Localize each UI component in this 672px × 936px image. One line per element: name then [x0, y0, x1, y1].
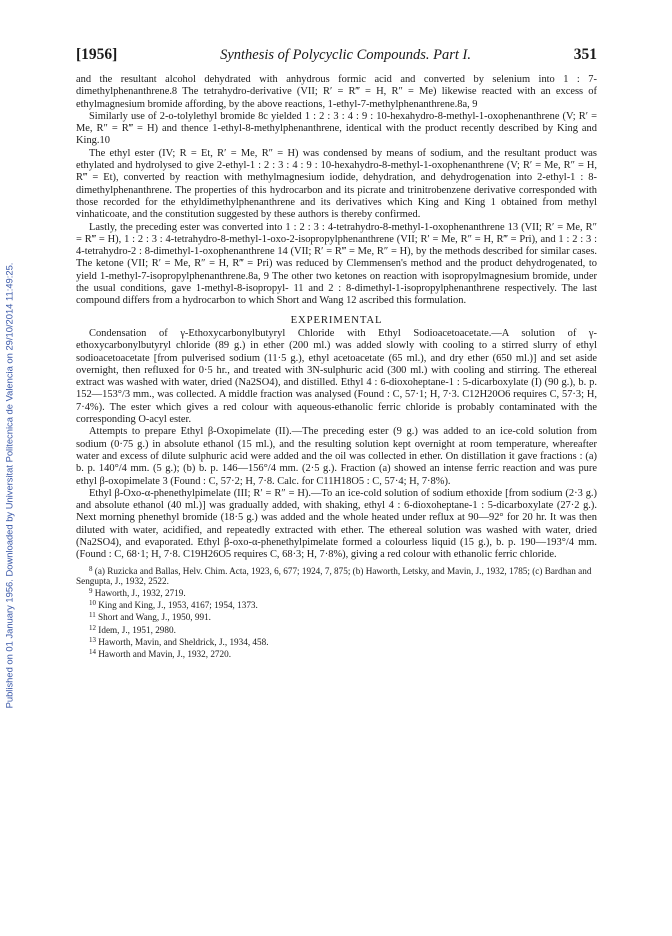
- journal-page: [76, 46, 597, 659]
- paragraph: The ethyl ester (IV; R = Et, R′ = Me, R″ = H) was condensed by means of sodium, and the resultant product was ethylated and hydrolysed to give 2-ethyl-1 : 2 : 3 : 4 : 9 : 10-hexahydro-8-methyl-1-oxophenanthrene (V; R′ = Me, R″ = H, R‴ = Et), converted by reaction with methylmagnesium iodide, dehydration, and dehydrogenation into 2-ethyl-1 : 8-dimethylphenanthrene. The properties of this hydrocarbon and its picrate and trinitrobenzene derivative corresponded with those recorded for the ethyldimethylphenanthrene and its derivatives which King and King 1 obtained from methyl vinhaticoate, and the constitution suggested by these authors is thereby confirmed.: [76, 147, 597, 221]
- footnote-text: Haworth, J., 1932, 2719.: [94, 587, 186, 598]
- footnote-text: Short and Wang, J., 1950, 991.: [98, 612, 211, 623]
- paragraph: Similarly use of 2-o-tolylethyl bromide 8c yielded 1 : 2 : 3 : 4 : 9 : 10-hexahydro-8-methyl-1-oxophenanthrene (V; R′ = Me, R″ = R‴ = H) and thence 1-ethyl-8-methylphenanthrene, identical with the product recently described by King and King.10: [76, 110, 597, 147]
- footnote-number: 9: [89, 586, 93, 595]
- header-year: [1956]: [76, 46, 118, 63]
- paragraph: and the resultant alcohol dehydrated with anhydrous formic acid and converted by selenium into 1 : 7-dimethylphenanthrene.8 The tetrahydro-derivative (VII; R′ = R‴ = H, R″ = Me) likewise reacted with an excess of ethylmagnesium bromide affording, by the above reactions, 1-ethyl-7-methylphenanthrene.8a, 9: [76, 74, 597, 110]
- footnote-text: Haworth, Mavin, and Sheldrick, J., 1934, 458.: [98, 636, 269, 647]
- footnote: [76, 647, 597, 659]
- footnote: [76, 610, 597, 622]
- footnote-number: 11: [89, 611, 96, 620]
- running-header: [76, 46, 597, 74]
- paragraph: Lastly, the preceding ester was converted into 1 : 2 : 3 : 4-tetrahydro-8-methyl-1-oxophenanthrene 13 (VII; R′ = Me, R″ = R‴ = H), 1 : 2 : 3 : 4-tetrahydro-8-methyl-1-oxo-2-isopropylphenanthrene (VII; R′ = Me, R″ = H, R‴ = Pri), and 1 : 2 : 3 : 4-tetrahydro-2 : 8-dimethyl-1-oxophenanthrene 14 (VII; R′ = R‴ = Me, R″ = H), by the methods described for similar cases. The ketone (VII; R′ = Me, R″ = H, R‴ = Pri) was reduced by Clemmensen's method and the product dehydrogenated, to yield 1-methyl-7-isopropylphenanthrene.8a, 9 The other two ketones on reaction with isopropylmagnesium bromide, under the usual conditions, gave 1-methyl-8-isopropyl- 11 and 2 : 8-dimethyl-1-isopropylphenanthrene respectively. The last compound differs from a hydrocarbon to which Short and Wang 12 ascribed this formulation.: [76, 221, 597, 307]
- footnote-number: 12: [89, 623, 96, 632]
- footnote: [76, 623, 597, 635]
- experimental-paragraph: Attempts to prepare Ethyl β-Oxopimelate (II).—The preceding ester (9 g.) was added to an ice-cold solution from sodium (0·75 g.) in absolute ethanol (15 ml.), and the resulting solution kept overnight at room temperature, whereafter water and excess of dilute sulphuric acid were added and the oil was collected in ether. On distillation it gave fractions : (a) b. p. 140°/4 mm. (5 g.); (b) b. p. 146—156°/4 mm. (2·5 g.). Fraction (a) showed an intense ferric reaction and was pure ethyl β-oxopimelate 3 (Found : C, 57·2; H, 7·8. Calc. for C11H18O5 : C, 57·4; H, 7·8%).: [76, 426, 597, 487]
- footnote-number: 8: [89, 564, 93, 573]
- article-body: [76, 74, 597, 562]
- footnote: [76, 635, 597, 647]
- experimental-paragraph: Condensation of γ-Ethoxycarbonylbutyryl Chloride with Ethyl Sodioacetoacetate.—A solution of γ-ethoxycarbonylbutyryl chloride (89 g.) in ether (200 ml.) was added slowly with cooling to a stirred slurry of ethyl sodioacetoacetate [from pulverised sodium (11·5 g.), ethyl acetoacetate (65 ml.), and dry ether (650 ml.)] and set aside overnight, then refluxed for 0·5 hr., and treated with 3N-sulphuric acid (300 ml.) with cooling and stirring. The ethereal extract was washed with water, dried (Na2SO4), and distilled. Ethyl 4 : 6-dioxoheptane-1 : 5-dicarboxylate (I) (90 g.), b. p. 152—153°/3 mm., was collected. A middle fraction was analysed (Found : C, 57·1; H, 7·3. C12H20O6 requires C, 57·3; H, 7·4%). The ester which gives a red colour with aqueous-ethanolic ferric chloride is probably contaminated with the corresponding O-acyl ester.: [76, 327, 597, 426]
- header-title: Synthesis of Polycyclic Compounds. Part I.: [220, 47, 471, 63]
- experimental-paragraph: Ethyl β-Oxo-α-phenethylpimelate (III; R′ = R″ = H).—To an ice-cold solution of sodium ethoxide [from sodium (2·3 g.) and absolute ethanol (40 ml.)] was gradually added, with shaking, ethyl 4 : 6-dioxoheptane-1 : 5-dicarboxylate (27·2 g.). Next morning phenethyl bromide (18·5 g.) was added and the whole heated under reflux at 90—92° for 20 hr. It was then diluted with water, acidified, and repeatedly extracted with ether. The ethereal solution was washed with water, dried (Na2SO4), and evaporated. Ethyl β-oxo-α-phenethylpimelate formed a colourless liquid (15 g.), b. p. 190—193°/4 mm. (Found : C, 68·1; H, 7·8. C19H26O5 requires C, 68·3; H, 7·8%), giving a red colour with ethanolic ferric chloride.: [76, 487, 597, 561]
- footnote: [76, 564, 597, 586]
- footnote: [76, 598, 597, 610]
- footnote: [76, 586, 597, 598]
- footnote-text: (a) Ruzicka and Ballas, Helv. Chim. Acta, 1923, 6, 677; 1924, 7, 875; (b) Haworth, Letsky, and Mavin, J., 1932, 1785; (c) Bardhan and Sengupta, J., 1932, 2522.: [76, 565, 592, 586]
- footnote-number: 10: [89, 599, 96, 608]
- section-heading: EXPERIMENTAL: [290, 313, 383, 326]
- footnote-number: 14: [89, 648, 96, 656]
- footnote-text: Idem, J., 1951, 2980.: [98, 624, 176, 635]
- page-number: 351: [573, 46, 597, 63]
- footnote-number: 13: [89, 635, 96, 644]
- footnotes: [76, 564, 597, 660]
- footnote-text: Haworth and Mavin, J., 1932, 2720.: [98, 649, 231, 659]
- footnote-text: King and King, J., 1953, 4167; 1954, 1373.: [98, 600, 258, 611]
- publication-watermark: [2, 140, 16, 830]
- watermark-text: Published on 01 January 1956. Downloaded by Universitat Politecnica de Valencia on 29/10/2014 11:49:25.: [3, 262, 15, 708]
